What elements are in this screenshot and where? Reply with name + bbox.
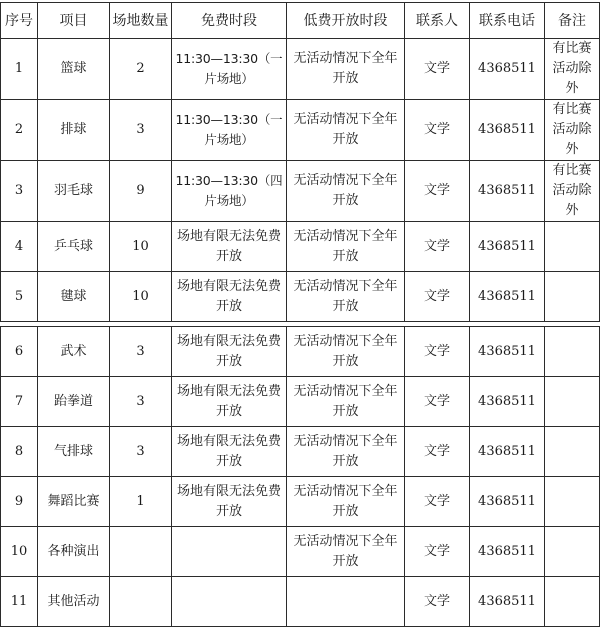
header-contact: 联系人 xyxy=(405,3,470,39)
table-row xyxy=(1,527,600,577)
cell-item: 武术 xyxy=(38,327,110,377)
cell-count: 2 xyxy=(110,39,172,100)
table-row xyxy=(1,100,600,161)
cell-item: 跆拳道 xyxy=(38,377,110,427)
cell-low-fee-hours: 无活动情况下全年开放 xyxy=(287,222,405,272)
header-note: 备注 xyxy=(545,3,600,39)
cell-contact: 文学 xyxy=(405,577,470,627)
cell-low-fee-hours: 无活动情况下全年开放 xyxy=(287,477,405,527)
cell-contact: 文学 xyxy=(405,427,470,477)
cell-free-hours: 11:30—13:30（四片场地） xyxy=(172,161,287,222)
cell-phone: 4368511 xyxy=(470,527,545,577)
header-phone: 联系电话 xyxy=(470,3,545,39)
cell-phone: 4368511 xyxy=(470,222,545,272)
table-row xyxy=(1,222,600,272)
cell-no: 2 xyxy=(1,100,38,161)
cell-no: 7 xyxy=(1,377,38,427)
cell-free-hours: 场地有限无法免费开放 xyxy=(172,477,287,527)
cell-count: 9 xyxy=(110,161,172,222)
venue-table-bottom xyxy=(0,326,600,627)
header-no: 序号 xyxy=(1,3,38,39)
table-row xyxy=(1,272,600,322)
cell-phone: 4368511 xyxy=(470,161,545,222)
cell-note xyxy=(545,427,600,477)
table-row xyxy=(1,577,600,627)
cell-free-hours: 11:30—13:30（一片场地） xyxy=(172,100,287,161)
cell-item: 各种演出 xyxy=(38,527,110,577)
cell-no: 6 xyxy=(1,327,38,377)
cell-free-hours: 场地有限无法免费开放 xyxy=(172,377,287,427)
cell-item: 羽毛球 xyxy=(38,161,110,222)
cell-note xyxy=(545,477,600,527)
cell-free-hours xyxy=(172,577,287,627)
cell-note xyxy=(545,577,600,627)
cell-phone: 4368511 xyxy=(470,327,545,377)
cell-no: 8 xyxy=(1,427,38,477)
cell-contact: 文学 xyxy=(405,527,470,577)
header-row xyxy=(1,3,600,39)
cell-count: 3 xyxy=(110,377,172,427)
cell-note xyxy=(545,222,600,272)
cell-item: 气排球 xyxy=(38,427,110,477)
cell-note xyxy=(545,327,600,377)
cell-no: 9 xyxy=(1,477,38,527)
venue-table-top xyxy=(0,2,600,322)
cell-count: 10 xyxy=(110,222,172,272)
cell-no: 4 xyxy=(1,222,38,272)
cell-low-fee-hours: 无活动情况下全年开放 xyxy=(287,377,405,427)
cell-low-fee-hours: 无活动情况下全年开放 xyxy=(287,272,405,322)
cell-no: 1 xyxy=(1,39,38,100)
cell-low-fee-hours: 无活动情况下全年开放 xyxy=(287,100,405,161)
table-row xyxy=(1,161,600,222)
cell-free-hours xyxy=(172,527,287,577)
table-row xyxy=(1,39,600,100)
cell-item: 篮球 xyxy=(38,39,110,100)
cell-count: 3 xyxy=(110,427,172,477)
cell-note xyxy=(545,377,600,427)
cell-contact: 文学 xyxy=(405,161,470,222)
header-count: 场地数量 xyxy=(110,3,172,39)
header-item: 项目 xyxy=(38,3,110,39)
cell-item: 毽球 xyxy=(38,272,110,322)
cell-contact: 文学 xyxy=(405,39,470,100)
cell-free-hours: 场地有限无法免费开放 xyxy=(172,222,287,272)
cell-phone: 4368511 xyxy=(470,100,545,161)
cell-count xyxy=(110,577,172,627)
cell-free-hours: 场地有限无法免费开放 xyxy=(172,427,287,477)
cell-low-fee-hours: 无活动情况下全年开放 xyxy=(287,39,405,100)
cell-phone: 4368511 xyxy=(470,477,545,527)
cell-low-fee-hours: 无活动情况下全年开放 xyxy=(287,427,405,477)
table-row xyxy=(1,477,600,527)
header-low-fee-hours: 低费开放时段 xyxy=(287,3,405,39)
cell-count: 1 xyxy=(110,477,172,527)
cell-item: 排球 xyxy=(38,100,110,161)
cell-item: 乒乓球 xyxy=(38,222,110,272)
cell-no: 11 xyxy=(1,577,38,627)
table-row xyxy=(1,377,600,427)
cell-no: 10 xyxy=(1,527,38,577)
cell-count: 3 xyxy=(110,327,172,377)
cell-free-hours: 场地有限无法免费开放 xyxy=(172,327,287,377)
cell-contact: 文学 xyxy=(405,222,470,272)
cell-item: 其他活动 xyxy=(38,577,110,627)
cell-contact: 文学 xyxy=(405,100,470,161)
cell-contact: 文学 xyxy=(405,377,470,427)
cell-item: 舞蹈比赛 xyxy=(38,477,110,527)
cell-no: 3 xyxy=(1,161,38,222)
cell-phone: 4368511 xyxy=(470,272,545,322)
cell-phone: 4368511 xyxy=(470,577,545,627)
cell-phone: 4368511 xyxy=(470,39,545,100)
cell-count: 3 xyxy=(110,100,172,161)
cell-no: 5 xyxy=(1,272,38,322)
cell-count xyxy=(110,527,172,577)
cell-low-fee-hours: 无活动情况下全年开放 xyxy=(287,161,405,222)
cell-note: 有比赛活动除外 xyxy=(545,39,600,100)
table-row xyxy=(1,427,600,477)
cell-note: 有比赛活动除外 xyxy=(545,100,600,161)
cell-low-fee-hours: 无活动情况下全年开放 xyxy=(287,327,405,377)
cell-free-hours: 场地有限无法免费开放 xyxy=(172,272,287,322)
cell-free-hours: 11:30—13:30（一片场地） xyxy=(172,39,287,100)
cell-count: 10 xyxy=(110,272,172,322)
cell-note xyxy=(545,272,600,322)
cell-note: 有比赛活动除外 xyxy=(545,161,600,222)
cell-phone: 4368511 xyxy=(470,427,545,477)
cell-phone: 4368511 xyxy=(470,377,545,427)
cell-contact: 文学 xyxy=(405,327,470,377)
cell-contact: 文学 xyxy=(405,272,470,322)
table-row xyxy=(1,327,600,377)
cell-note xyxy=(545,527,600,577)
cell-low-fee-hours: 无活动情况下全年开放 xyxy=(287,527,405,577)
header-free-hours: 免费时段 xyxy=(172,3,287,39)
cell-contact: 文学 xyxy=(405,477,470,527)
cell-low-fee-hours xyxy=(287,577,405,627)
